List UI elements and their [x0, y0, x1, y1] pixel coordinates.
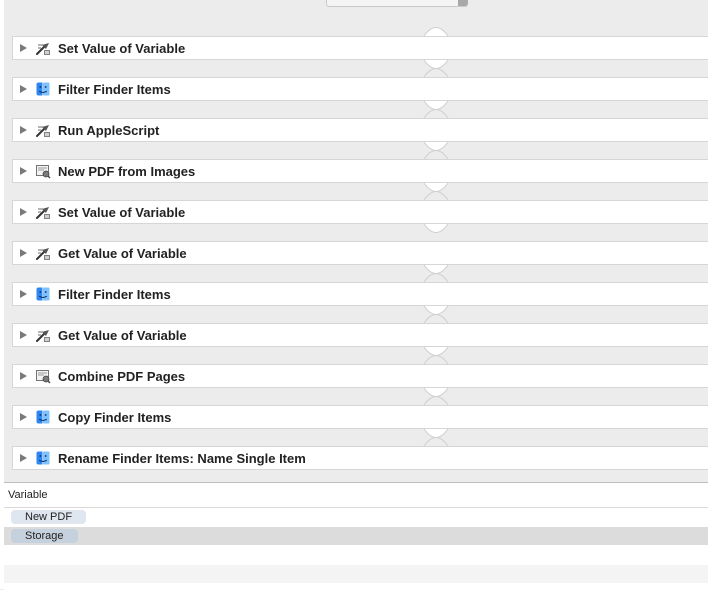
disclosure-triangle-icon[interactable]	[20, 454, 27, 462]
preview-icon	[35, 163, 51, 179]
workflow-action[interactable]	[12, 159, 708, 183]
variables-panel	[4, 482, 708, 590]
variable-row-empty	[4, 546, 708, 564]
action-connector-joined	[422, 429, 450, 446]
action-title: Set Value of Variable	[58, 205, 186, 220]
preview-icon	[35, 368, 51, 384]
action-connector-joined	[422, 347, 450, 364]
action-title: Filter Finder Items	[58, 82, 171, 97]
workflow-top-scroll-edge	[326, 0, 468, 7]
action-connector-joined	[422, 265, 450, 282]
workflow-action[interactable]	[12, 405, 708, 429]
disclosure-triangle-icon[interactable]	[20, 372, 27, 380]
variable-icon	[35, 204, 51, 220]
disclosure-triangle-icon[interactable]	[20, 249, 27, 257]
disclosure-triangle-icon[interactable]	[20, 44, 27, 52]
disclosure-triangle-icon[interactable]	[20, 331, 27, 339]
workflow-action[interactable]	[12, 446, 708, 470]
variable-icon	[35, 40, 51, 56]
finder-icon	[35, 286, 51, 302]
workflow-action[interactable]	[12, 282, 708, 306]
variable-row-selected[interactable]	[4, 527, 708, 545]
workflow-action[interactable]	[12, 77, 708, 101]
finder-icon	[35, 450, 51, 466]
action-title: Rename Finder Items: Name Single Item	[58, 451, 306, 466]
workflow-action[interactable]	[12, 118, 708, 142]
finder-icon	[35, 409, 51, 425]
action-connector-open	[422, 224, 450, 241]
action-connector-joined	[422, 306, 450, 323]
variable-row[interactable]	[4, 508, 708, 526]
workflow-action[interactable]	[12, 36, 708, 60]
variable-token-storage[interactable]: Storage	[11, 529, 78, 543]
variable-icon	[35, 245, 51, 261]
action-title: Get Value of Variable	[58, 246, 187, 261]
action-title: Get Value of Variable	[58, 328, 187, 343]
action-connector-joined	[422, 101, 450, 118]
workflow-area[interactable]	[4, 0, 708, 482]
action-title: Combine PDF Pages	[58, 369, 186, 384]
variable-column-header[interactable]	[4, 483, 708, 508]
action-title: New PDF from Images	[58, 164, 196, 179]
action-connector-top	[422, 19, 450, 36]
disclosure-triangle-icon[interactable]	[20, 413, 27, 421]
disclosure-triangle-icon[interactable]	[20, 290, 27, 298]
disclosure-triangle-icon[interactable]	[20, 208, 27, 216]
action-connector-joined	[422, 183, 450, 200]
disclosure-triangle-icon[interactable]	[20, 126, 27, 134]
action-connector-joined	[422, 388, 450, 405]
action-title: Set Value of Variable	[58, 41, 186, 56]
variable-token-new-pdf[interactable]: New PDF	[11, 510, 86, 524]
action-connector-joined	[422, 142, 450, 159]
finder-icon	[35, 81, 51, 97]
action-title: Filter Finder Items	[58, 287, 171, 302]
workflow-action[interactable]	[12, 200, 708, 224]
action-title: Copy Finder Items	[58, 410, 172, 425]
workflow-action[interactable]	[12, 364, 708, 388]
action-title: Run AppleScript	[58, 123, 160, 138]
workflow-action[interactable]	[12, 323, 708, 347]
variable-icon	[35, 327, 51, 343]
disclosure-triangle-icon[interactable]	[20, 167, 27, 175]
disclosure-triangle-icon[interactable]	[20, 85, 27, 93]
variable-icon	[35, 122, 51, 138]
workflow-action[interactable]	[12, 241, 708, 265]
variable-column-header-label: Variable	[8, 489, 48, 501]
action-connector-joined	[422, 60, 450, 77]
variable-row-empty	[4, 565, 708, 583]
